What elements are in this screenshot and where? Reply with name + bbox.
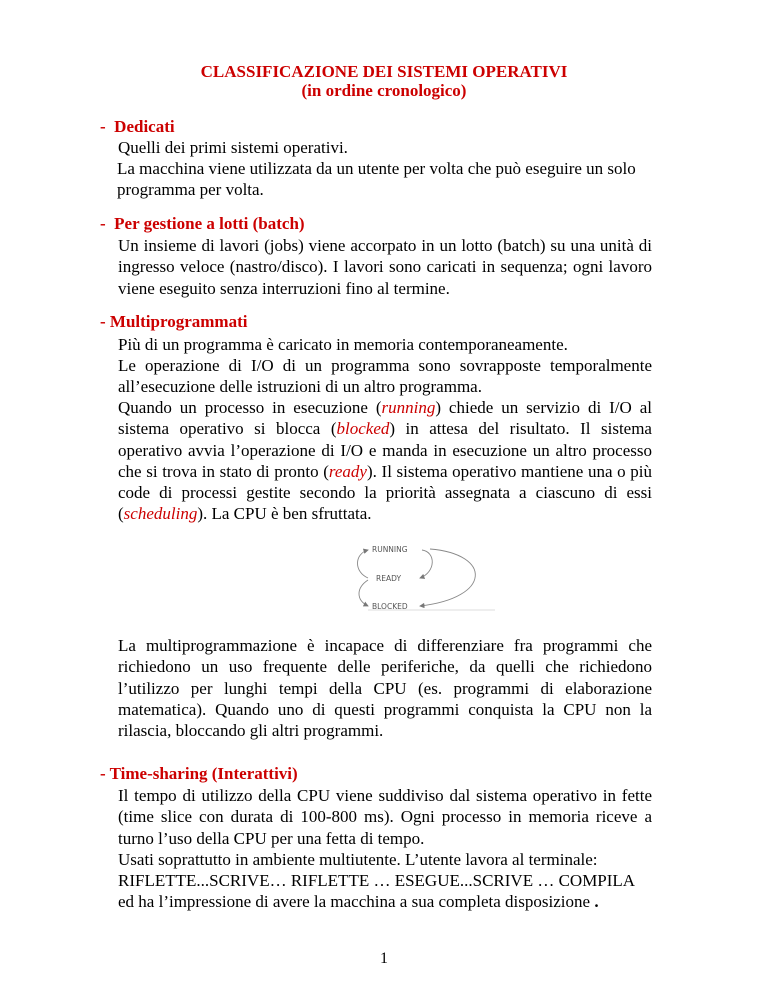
paragraph-line: RIFLETTE...SCRIVE… RIFLETTE … ESEGUE...SCRIVE … COMPILA xyxy=(118,871,636,890)
page-number: 1 xyxy=(380,950,388,967)
paragraph-line: ed ha l’impressione di avere la macchina a sua completa disposizione . xyxy=(118,892,599,911)
process-state-diagram xyxy=(350,536,500,618)
state-ready: READY xyxy=(376,574,402,583)
section-paragraph-io: Le operazione di I/O di un programma sono sovrapposte temporalmente all’esecuzione delle istruzioni di un altro programma. xyxy=(118,356,652,397)
term-blocked: blocked xyxy=(336,419,390,439)
paragraph-line: Quelli dei primi sistemi operativi. xyxy=(118,138,348,157)
section-paragraph-limiti: La multiprogrammazione è incapace di differenziare fra programmi che richiedono un uso frequente delle periferiche, da quelli che richiedono l’utilizzo per lunghi tempi della CPU (es. programmi di elaborazione matematica). Quando uno di questi programmi conquista la CPU non la rilascia, bloccando gli altri programmi. xyxy=(118,636,652,741)
document-subtitle: (in ordine cronologico) xyxy=(301,81,467,100)
section-heading-time-sharing: - Time-sharing (Interattivi) xyxy=(100,764,298,783)
state-blocked: BLOCKED xyxy=(372,602,408,611)
section-heading-batch: - Per gestione a lotti (batch) xyxy=(100,214,305,233)
arrow-ready-to-running xyxy=(358,550,369,578)
section-heading-multiprogrammati: - Multiprogrammati xyxy=(100,312,248,331)
arrow-ready-to-blocked xyxy=(359,580,368,606)
section-paragraph-time-slice: Il tempo di utilizzo della CPU viene suddiviso dal sistema operativo in fette (time slice con durata di 100-800 ms). Ogni processo in memoria riceve a turno l’uso della CPU per una fetta di tempo. xyxy=(118,786,652,848)
paragraph-line: Più di un programma è caricato in memoria contemporaneamente. xyxy=(118,335,568,354)
paragraph-line: Usati soprattutto in ambiente multiutente. L’utente lavora al terminale: xyxy=(118,850,598,869)
section-paragraph-processi: Quando un processo in esecuzione (running) chiede un servizio di I/O al sistema operativo si blocca (blocked) in attesa del risultato. Il sistema operativo avvia l’operazione di I/O e manda in esecuzione un altro processo che si trova in stato di pronto (ready). Il sistema operativo mantiene una o più code di processi gestite secondo la priorità assegnata a ciascuno di essi (scheduling). La CPU è ben sfruttata. xyxy=(118,398,652,524)
paragraph-line: La macchina viene utilizzata da un utente per volta che può eseguire un solo xyxy=(117,159,636,178)
section-paragraph-batch: Un insieme di lavori (jobs) viene accorpato in un lotto (batch) su una unità di ingresso veloce (nastro/disco). I lavori sono caricati in sequenza; ogni lavoro viene eseguito senza interruzioni fino al termine. xyxy=(118,236,652,298)
document-title: CLASSIFICAZIONE DEI SISTEMI OPERATIVI xyxy=(200,62,568,81)
section-heading-dedicati: - Dedicati xyxy=(100,117,175,136)
arrow-running-to-ready xyxy=(420,550,432,578)
term-running: running xyxy=(381,398,436,417)
term-ready: ready xyxy=(328,461,367,481)
paragraph-line: programma per volta. xyxy=(117,180,264,199)
state-running: RUNNING xyxy=(372,545,408,554)
arrow-running-to-blocked xyxy=(420,549,475,606)
term-scheduling: scheduling xyxy=(123,504,198,524)
